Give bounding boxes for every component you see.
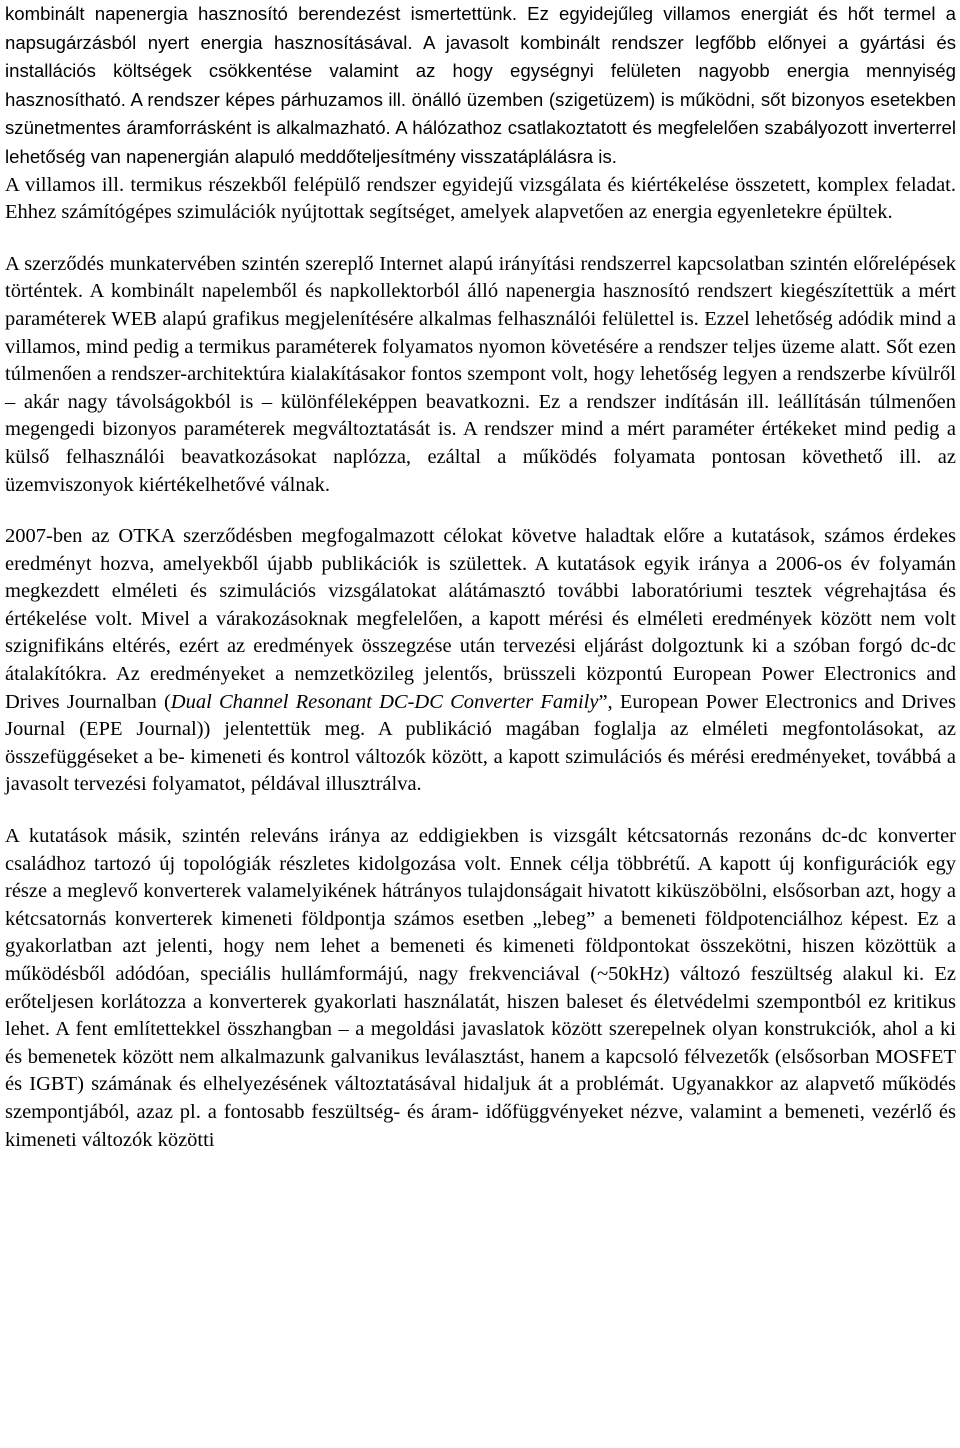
text-run: kombinált napenergia hasznosító berendezést ismertettünk. Ez egyidejűleg villamos energiát és hőt termel a napsugárzásból nyert energia hasznosításával. A javasolt kombinált rendszer legfőbb előnyei a gyártási és installációs költségek csökkentése valamint az hogy egységnyi felületen nagyobb energia mennyiség hasznosítható. A rendszer képes párhuzamos ill. önálló üzemben (szigetüzem) is működni, sőt bizonyos esetekben szünetmentes áramforrásként is alkalmazható. — [5, 3, 956, 139]
document-body — [5, 0, 956, 1178]
text-run: A szerződés munkatervében szintén szereplő Internet alapú irányítási rendszerrel kapcsolatban szintén előrelépések történtek. A kombinált napelemből és napkollektorból álló napenergia hasznosító rendszert kiegészítettük a mért paraméterek WEB alapú grafikus megjelenítésére alkalmas felhasználói felülettel is. Ezzel lehetőség adódik mind a villamos, mind pedig a termikus paraméterek folyamatos nyomon követésére a rendszer teljes üzeme alatt. Sőt ezen túlmenően a rendszer-architektúra kialakításakor fontos szempont volt, hogy lehetőség legyen a rendszerbe kívülről – akár nagy távolságokból is – különféleképpen beavatkozni. Ez a rendszer indításán ill. leállításán túlmenően megengedi bizonyos paraméterek megváltoztatását is. A rendszer mind a mért paraméter értékeket mind pedig a külső felhasználói beavatkozásokat naplózza, ezáltal a működés folyamata pontosan követhető ill. az üzemviszonyok kiértékelhetővé válnak. — [5, 252, 956, 496]
text-run: Dual Channel Resonant DC-DC Converter Family — [170, 690, 599, 713]
text-run: A villamos ill. termikus részekből felépülő rendszer egyidejű vizsgálata és kiértékelése összetett, komplex feladat. Ehhez számítógépes szimulációk nyújtottak segítséget, amelyek alapvetően az energia egyenletekre épültek. — [5, 173, 956, 224]
text-run: A kutatások másik, szintén releváns iránya az eddigiekben is vizsgált kétcsatornás rezonáns dc-dc konverter családhoz tartozó új topológiák részletes kidolgozása volt. Ennek célja többrétű. A kapott új konfigurációk egy része a meglevő konverterek valamelyikének hátrányos tulajdonságait hivatott kiküszöbölni, elsősorban azt, hogy a kétcsatornás konverterek kimeneti földpontja számos esetben „lebeg” a bemeneti földpotenciálhoz képest. Ez a gyakorlatban azt jelenti, hogy nem lehet a bemeneti és kimeneti földpontokat összekötni, hiszen közöttük a működésből adódóan, speciális hullámformájú, nagy frekvenciával (~50kHz) változó feszültség alakul ki. Ez erőteljesen korlátozza a konverterek gyakorlati használatát, hiszen baleset és életvédelmi szempontból ez kritikus lehet. A fent említettekkel összhangban – a megoldási javaslatok között szerepelnek olyan konstrukciók, ahol a ki és bemenetek között nem alkalmazunk galvanikus leválasztást, hanem a kapcsoló félvezetők (elsősorban MOSFET és IGBT) számának és elhelyezésének változtatásával hidaljuk át a problémát. Ugyanakkor az alapvető működés szempontjából, azaz pl. a fontosabb feszültség- és áram- időfüggvényeket nézve, valamint a bemeneti, vezérlő és kimeneti változók közötti — [5, 825, 956, 1151]
paragraph — [5, 823, 956, 1154]
paragraph — [5, 0, 956, 227]
text-run: ”, European Power Electronics and Drives Journal (EPE Journal)) jelentettük meg. A publikáció magában foglalja az elméleti megfontolásokat, az összefüggéseket a be- kimeneti és kontrol változók között, a kapott szimulációs és mérési eredményeket, továbbá a javasolt tervezési folyamatot, példával illusztrálva. — [5, 690, 956, 796]
text-run: 2007-ben az OTKA szerződésben megfogalmazott célokat követve haladtak előre a kutatások, számos érdekes eredményt hozva, amelyekből újabb publikációk is születtek. A kutatások egyik iránya a 2006-os év folyamán megkezdett elméleti és szimulációs vizsgálatokat alátámasztó további laboratóriumi tesztek végrehajtása és értékelése volt. Mivel a várakozásoknak megfelelően, a kapott mérési és elméleti eredmények között nem volt szignifikáns eltérés, ezért az eredmények összegzése után tervezési eljárást dolgoztunk ki a szóban forgó dc-dc átalakítókra. Az eredményeket a nemzetközileg jelentős, brüsszeli központú European Power Electronics and Drives Journalban ( — [5, 525, 956, 713]
text-run: A hálózathoz csatlakoztatott és megfelelően szabályozott inverterrel lehetőség van napenergián alapuló meddőteljesítmény visszatáplálásra is. — [5, 117, 956, 167]
paragraph — [5, 251, 956, 499]
paragraph — [5, 523, 956, 799]
